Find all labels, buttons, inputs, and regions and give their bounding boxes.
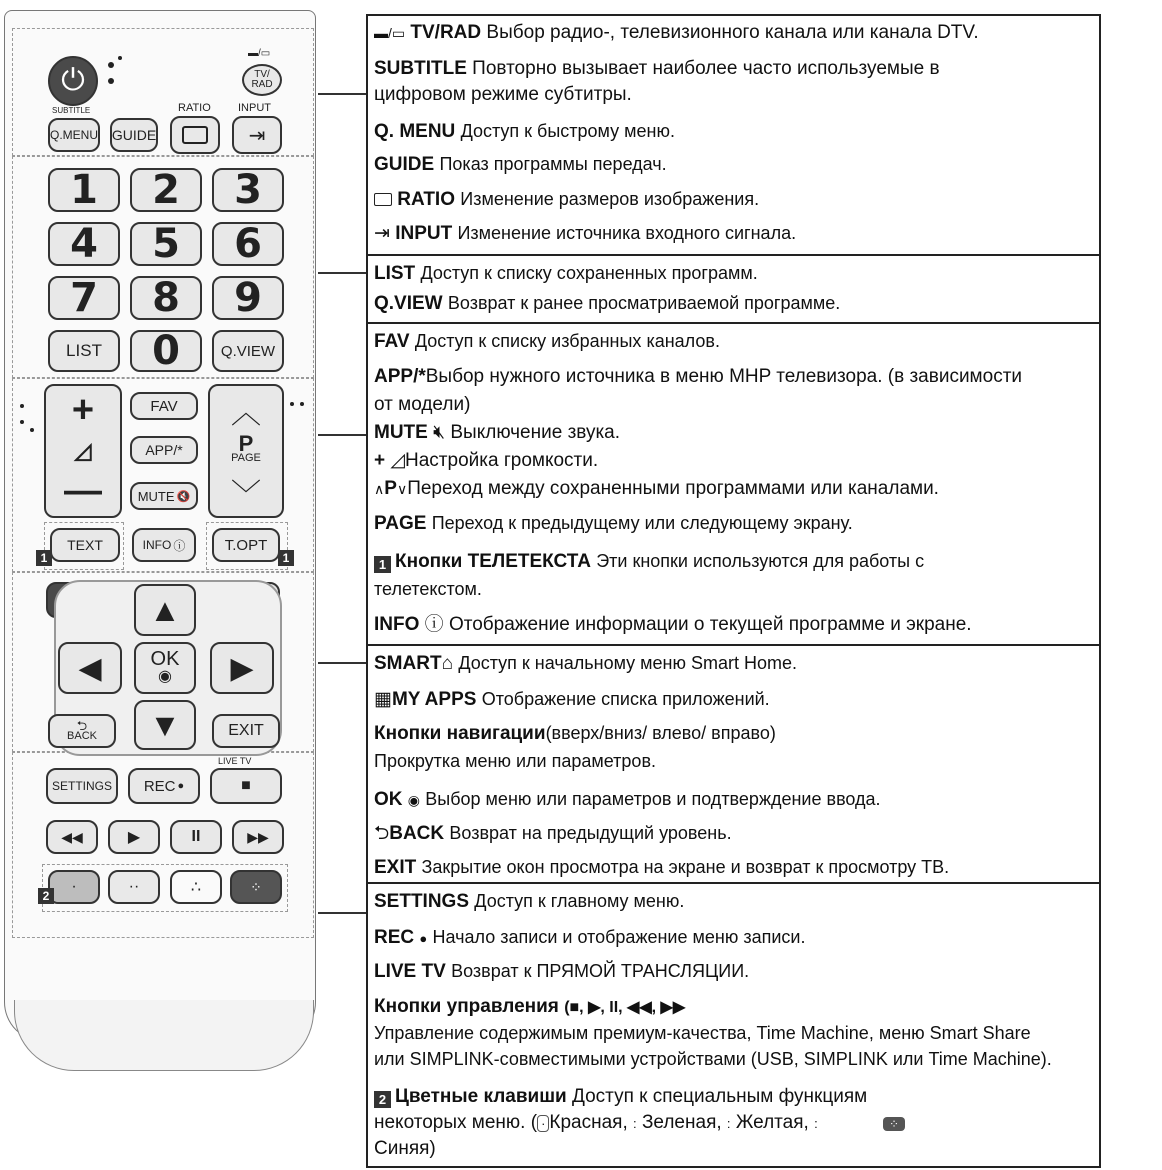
text-button[interactable] [50,528,120,562]
desc-key: FAV [374,331,410,352]
pause-button[interactable] [170,820,222,854]
input-label: INPUT [238,102,271,114]
qmenu-label: Q.MENU [50,128,98,142]
livetv-button[interactable] [210,768,282,804]
desc-key: BACK [389,823,445,844]
desc-qview [374,292,840,315]
settings-label: SETTINGS [51,779,112,793]
desc-text: некоторых меню. ( [374,1112,538,1133]
desc-text: Доступ к главному меню. [474,891,685,911]
arrow-down-icon: ▼ [149,706,181,743]
four-dot-icon: ⁘ [883,1117,905,1131]
desc-text: Начало записи и отображение меню записи. [432,927,806,947]
desc-list [374,262,758,285]
desc-text: Доступ к быстрому меню. [460,121,675,141]
desc-color [374,1086,867,1108]
digit-0-label: 0 [152,328,180,374]
desc-control [374,996,685,1019]
section-playback [368,882,1099,1168]
badge-one: 1 [278,550,294,566]
rewind-icon: ◀◀ [61,828,83,845]
desc-smart [374,652,797,675]
desc-subtitle-cont: цифровом режиме субтитры. [374,84,632,105]
fav-button[interactable] [130,392,198,420]
desc-text: Желтая, [735,1112,809,1133]
digit-8-button[interactable] [130,276,202,320]
desc-mute [374,422,620,444]
rewind-button[interactable] [46,820,98,854]
chevron-down-icon: ∨ [396,481,408,497]
desc-text: Выключение звука. [450,422,621,443]
badge-two: 2 [374,1091,391,1108]
tv-radio-icon: ▬/▭ [374,25,406,41]
desc-pchannel [374,478,939,500]
ok-button[interactable] [134,642,196,694]
program-label-group [231,430,261,465]
digit-2-button[interactable] [130,168,202,212]
desc-text: Доступ к специальным функциям [572,1086,868,1107]
two-dot-icon: : [633,1116,637,1131]
desc-rec [374,926,805,950]
desc-qmenu [374,120,675,143]
digit-4-label: 4 [70,221,98,267]
digit-9-label: 9 [234,275,262,321]
back-button[interactable] [48,714,116,748]
fav-label: FAV [150,397,178,415]
desc-key: Кнопки навигации [374,723,546,744]
digit-7-label: 7 [70,275,98,321]
desc-input [374,222,796,245]
indicator-dot [20,404,24,408]
one-dot-icon: · [537,1115,549,1132]
digit-6-label: 6 [234,221,262,267]
topt-button[interactable] [212,528,280,562]
info-button[interactable] [132,528,196,562]
digit-9-button[interactable] [212,276,284,320]
desc-key: TV/RAD [410,22,482,43]
mute-button[interactable] [130,482,198,510]
desc-text: Изменение источника входного сигнала. [457,223,797,243]
power-button[interactable] [48,56,98,106]
desc-key: SMART [374,653,442,674]
desc-control-cont: Управление содержимым премиум-качества, Time Machine, меню Smart Share [374,1023,1031,1043]
digit-6-button[interactable] [212,222,284,266]
digit-1-button[interactable] [48,168,120,212]
desc-text: Выбор нужного источника в меню MHP телевизора. (в зависимости [425,366,1023,387]
volume-up[interactable]: + [71,389,95,431]
desc-text: Выбор радио-, телевизионного канала или канала DTV. [486,22,979,43]
section-volume-channel [368,322,1099,644]
green-key[interactable] [108,870,160,904]
arrow-up-icon: ▲ [149,591,181,628]
desc-text: (вверх/вниз/ влево/ вправо) [545,723,776,743]
desc-settings [374,890,684,913]
desc-nav-cont: Прокрутка меню или параметров. [374,751,657,771]
connector-line [318,662,366,664]
desc-key: P [384,478,397,499]
play-icon: ▶ [127,829,141,846]
indicator-dot [20,420,24,424]
nav-down-button[interactable] [134,700,196,750]
list-button[interactable] [48,330,120,372]
desc-key: GUIDE [374,154,435,175]
desc-text: Красная, [549,1112,628,1133]
description-panel [366,14,1101,1168]
input-button[interactable] [232,116,282,154]
program-rocker[interactable] [208,384,284,518]
indicator-dot [30,428,34,432]
text-label: TEXT [67,537,103,553]
desc-key: + [374,450,386,471]
power-icon: ⏻ [61,64,85,97]
badge-two: 2 [38,888,54,904]
desc-livetv [374,960,749,983]
desc-text: Повторно вызывает наиболее часто используемые в [472,58,940,79]
rec-label: REC [143,777,176,795]
desc-exit [374,856,949,879]
desc-text: Отображение информации о текущей программе и экране. [448,614,972,635]
desc-text: Изменение размеров изображения. [460,189,760,209]
indicator-dot [290,402,294,406]
desc-key: EXIT [374,857,417,878]
subtitle-label: SUBTITLE [52,106,91,115]
connector-line [318,434,366,436]
desc-guide [374,153,667,176]
input-icon: ⇥ [248,124,266,147]
ratio-label: RATIO [178,102,211,114]
section-number-keys [368,254,1099,322]
desc-back [374,822,732,845]
three-dot-icon: ∴ [190,879,202,896]
desc-text: Эти кнопки используются для работы с [596,551,925,571]
desc-key: PAGE [374,513,427,534]
arrow-right-icon: ▶ [230,651,254,685]
desc-text: Возврат к ПРЯМОЙ ТРАНСЛЯЦИИ. [451,961,750,981]
exit-button[interactable] [212,714,280,748]
info-icon: ⓘ [424,614,444,635]
desc-app-cont: от модели) [374,394,471,415]
indicator-dot [118,56,122,60]
digit-5-button[interactable] [130,222,202,266]
red-key[interactable] [48,870,100,904]
desc-key: MY APPS [391,689,477,710]
settings-button[interactable] [46,768,118,804]
two-dot-icon: ·· [128,878,140,895]
topt-label: T.OPT [224,536,268,554]
app-button[interactable] [130,436,198,464]
remote-bottom [14,1000,314,1071]
desc-text: Возврат к ранее просматриваемой программе. [447,293,841,313]
stop-icon: ■ [241,777,251,794]
three-dot-icon: : [726,1116,731,1131]
tv-radio-icon: ▬/▭ [248,48,271,59]
digit-3-button[interactable] [212,168,284,212]
desc-volume [374,450,598,472]
ratio-icon [374,193,392,206]
apps-grid-icon: ▦ [374,689,392,710]
page-label: PAGE [231,451,261,464]
chevron-up-icon[interactable]: ︿ [231,397,261,431]
yellow-key[interactable] [170,870,222,904]
mute-label: MUTE [137,488,175,504]
nav-left-button[interactable] [58,642,122,694]
digit-8-label: 8 [152,275,180,321]
desc-key: Цветные клавиши [395,1086,567,1107]
tv-rad-label: TV/ RAD [251,69,273,90]
desc-teletext [374,550,924,573]
ok-circle-icon: ◉ [158,668,172,685]
fastforward-icon: ▶▶ [247,828,269,845]
digit-1-label: 1 [70,167,98,213]
four-dot-icon: : [814,1116,818,1131]
input-icon: ⇥ [374,223,390,244]
desc-key: APP/* [374,366,426,387]
desc-key: OK [374,789,403,810]
ok-circle-icon: ◉ [407,792,420,808]
indicator-dot [108,62,114,68]
livetv-label: LIVE TV [218,756,252,766]
mute-icon: 🔇 [176,490,191,503]
desc-page [374,512,853,535]
guide-label: GUIDE [111,127,157,143]
volume-icon: ◿ [74,438,92,463]
back-label: BACK [67,730,97,742]
desc-tvrad [374,22,979,44]
desc-key: INPUT [395,223,453,244]
desc-key: SUBTITLE [374,58,467,79]
connector-line [318,93,366,95]
desc-text: Переход к предыдущему или следующему экрану. [431,513,853,533]
nav-up-button[interactable] [134,584,196,636]
play-button[interactable] [108,820,160,854]
desc-text: Возврат на предыдущий уровень. [449,823,732,843]
desc-text: Зеленая, [641,1112,722,1133]
volume-rocker[interactable] [44,384,122,518]
digit-4-button[interactable] [48,222,120,266]
desc-text: Показ программы передач. [439,154,667,174]
desc-app [374,366,1022,388]
four-dot-icon: ⁘ [250,878,262,895]
desc-key: INFO [374,614,420,635]
desc-subtitle [374,58,940,80]
blue-key[interactable] [230,870,282,904]
guide-button[interactable] [110,118,158,152]
app-label: APP/* [145,442,183,458]
desc-text: Отображение списка приложений. [481,689,770,709]
back-arrow-icon: ⮌ [76,718,88,733]
info-icon: ⓘ [173,538,186,553]
list-label: LIST [66,341,102,360]
rec-button[interactable] [128,768,200,804]
ok-label: OK [150,648,180,670]
desc-key: Q.VIEW [374,293,443,314]
chevron-up-icon: ∧ [374,481,385,497]
badge-one: 1 [36,550,52,566]
desc-color-cont [374,1112,905,1135]
nav-right-button[interactable] [210,642,274,694]
desc-text: Доступ к начальному меню Smart Home. [458,653,798,673]
desc-key: Кнопки ТЕЛЕТЕКСТА [395,551,591,572]
desc-text: Закрытие окон просмотра на экране и возврат к просмотру ТВ. [421,857,950,877]
desc-key: MUTE [374,422,428,443]
digit-5-label: 5 [152,221,180,267]
rec-dot-icon: ● [177,780,185,792]
qmenu-button[interactable] [48,118,100,152]
info-label: INFO [142,538,172,552]
pause-icon: II [191,828,201,845]
volume-icon: ◿ [390,450,406,471]
desc-key: Кнопки управления [374,996,559,1017]
desc-key: SETTINGS [374,891,470,912]
desc-fav [374,330,720,353]
digit-7-button[interactable] [48,276,120,320]
desc-key: Q. MENU [374,121,456,142]
one-dot-icon: · [71,878,77,895]
qview-button[interactable] [212,330,284,372]
desc-key: LIST [374,263,416,284]
mute-icon: 🔇︎ [433,422,446,443]
qview-label: Q.VIEW [220,342,276,360]
badge-one: 1 [374,556,391,573]
desc-ok [374,788,881,811]
ratio-button[interactable] [170,116,220,154]
volume-down[interactable]: — [64,470,102,512]
digit-0-button[interactable] [130,330,202,372]
desc-nav [374,722,776,745]
desc-text: Выбор меню или параметров и подтверждение ввода. [425,789,881,809]
desc-text: Доступ к списку сохраненных программ. [420,263,758,283]
tv-rad-button[interactable] [242,64,282,96]
desc-key: REC [374,927,415,948]
desc-info [374,614,972,636]
back-arrow-icon: ⮌ [374,823,390,844]
rec-dot-icon: ● [419,931,428,946]
desc-text: Настройка громкости. [405,450,599,471]
desc-text: Переход между сохраненными программами или каналами. [407,478,939,499]
desc-key: RATIO [397,189,455,210]
desc-teletext-cont: телетекстом. [374,579,482,599]
desc-color-cont2: Синяя) [374,1138,436,1159]
connector-line [318,912,366,914]
indicator-dot [108,78,114,84]
program-label: P [238,430,254,456]
digit-3-label: 3 [234,167,262,213]
desc-control-cont2: или SIMPLINK-совместимыми устройствами (USB, SIMPLINK или Time Machine). [374,1049,1052,1069]
desc-myapps [374,688,770,711]
home-icon: ⌂ [441,653,454,674]
section-navigation [368,644,1099,882]
desc-text: Доступ к списку избранных каналов. [414,331,720,351]
indicator-dot [300,402,304,406]
exit-label: EXIT [228,722,264,739]
ratio-icon [182,126,208,144]
arrow-left-icon: ◀ [78,651,102,685]
digit-2-label: 2 [152,167,180,213]
desc-key: LIVE TV [374,961,446,982]
chevron-down-icon[interactable]: ﹀ [231,478,261,512]
remote-illustration [0,0,330,1170]
desc-text: (■, ▶, II, ◀◀, ▶▶ [564,999,686,1016]
section-top-buttons [368,16,1099,254]
desc-ratio [374,188,759,211]
connector-line [318,272,366,274]
fastforward-button[interactable] [232,820,284,854]
